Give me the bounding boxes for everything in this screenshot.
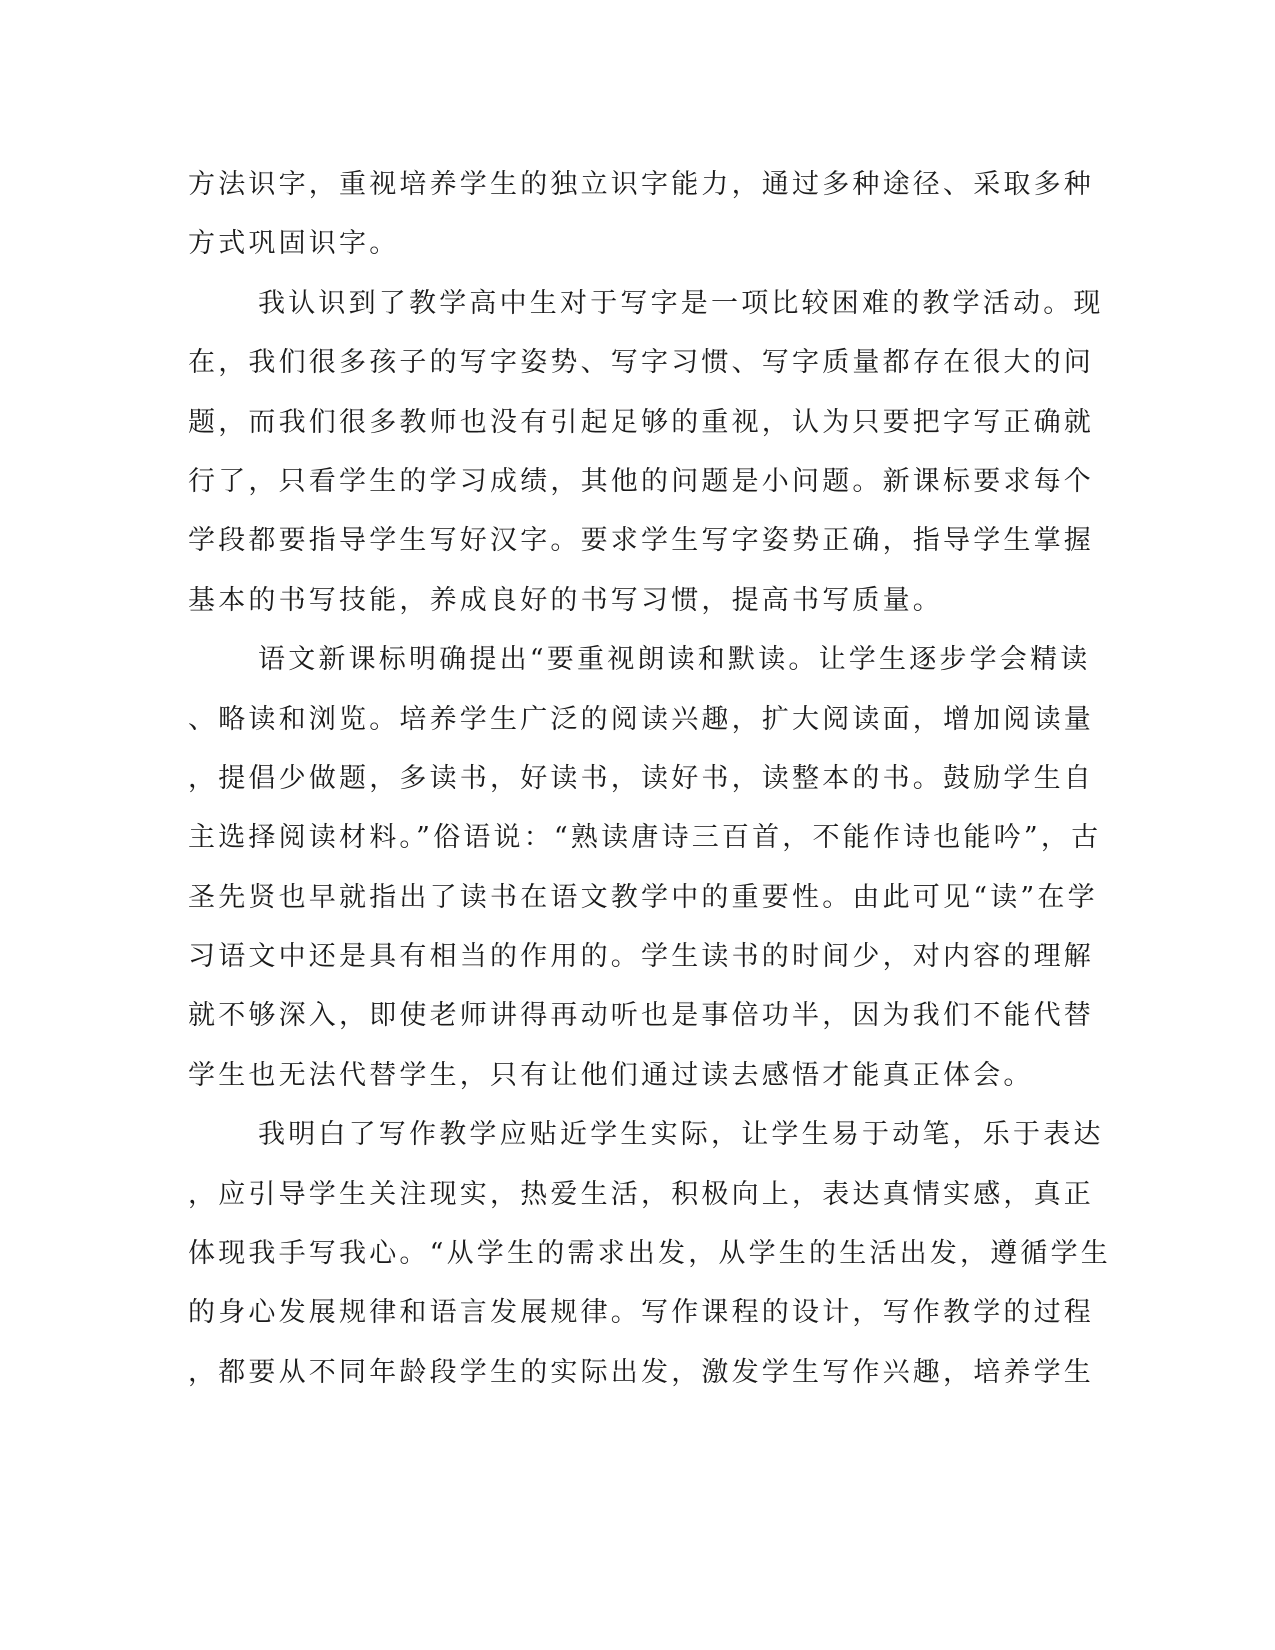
- text-line: 主选择阅读材料。”俗语说：“熟读唐诗三百首，不能作诗也能吟”，古: [188, 822, 1102, 854]
- text-line: 、略读和浏览。培养学生广泛的阅读兴趣，扩大阅读面，增加阅读量: [188, 703, 1094, 735]
- text-line: 语文新课标明确提出“要重视朗读和默读。让学生逐步学会精读: [258, 644, 1091, 676]
- text-line: 我明白了写作教学应贴近学生实际，让学生易于动笔，乐于表达: [258, 1119, 1104, 1151]
- text-line: 学生也无法代替学生，只有让他们通过读去感悟才能真正体会。: [188, 1059, 1034, 1091]
- text-line: ，都要从不同年龄段学生的实际出发，激发学生写作兴趣，培养学生: [188, 1356, 1094, 1388]
- text-line: 在，我们很多孩子的写字姿势、写字习惯、写字质量都存在很大的问: [188, 347, 1094, 379]
- text-line: 习语文中还是具有相当的作用的。学生读书的时间少，对内容的理解: [188, 941, 1094, 973]
- text-line: 的身心发展规律和语言发展规律。写作课程的设计，写作教学的过程: [188, 1297, 1094, 1329]
- text-line: ，提倡少做题，多读书，好读书，读好书，读整本的书。鼓励学生自: [188, 762, 1094, 794]
- text-line: 行了，只看学生的学习成绩，其他的问题是小问题。新课标要求每个: [188, 465, 1094, 497]
- body-text: [188, 155, 1112, 1402]
- text-line: 方法识字，重视培养学生的独立识字能力，通过多种途径、采取多种: [188, 169, 1094, 200]
- text-line: 圣先贤也早就指出了读书在语文教学中的重要性。由此可见“读”在学: [188, 881, 1098, 913]
- text-line: 基本的书写技能，养成良好的书写习惯，提高书写质量。: [188, 584, 943, 616]
- text-line: ，应引导学生关注现实，热爱生活，积极向上，表达真情实感，真正: [188, 1178, 1094, 1210]
- text-line: 就不够深入，即使老师讲得再动听也是事倍功半，因为我们不能代替: [188, 1000, 1094, 1032]
- text-line: 题，而我们很多教师也没有引起足够的重视，认为只要把字写正确就: [188, 406, 1094, 438]
- text-line: 体现我手写我心。“从学生的需求出发，从学生的生活出发，遵循学生: [188, 1238, 1112, 1270]
- text-line: 我认识到了教学高中生对于写字是一项比较困难的教学活动。现: [258, 287, 1104, 319]
- text-line: 学段都要指导学生写好汉字。要求学生写字姿势正确，指导学生掌握: [188, 525, 1094, 557]
- text-line: 方式巩固识字。: [188, 228, 400, 260]
